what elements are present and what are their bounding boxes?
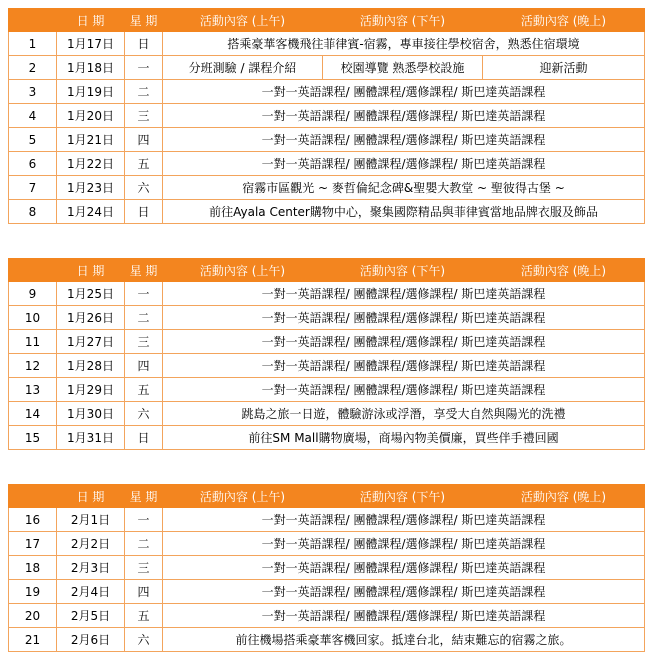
activity-cell: 跳島之旅一日遊，體驗游泳或浮潛，享受大自然與陽光的洗禮 bbox=[163, 402, 645, 426]
weekday-cell: 三 bbox=[125, 556, 163, 580]
morning-activity-cell: 分班測驗 / 課程介紹 bbox=[163, 56, 323, 80]
table-row bbox=[9, 282, 645, 306]
weekday-cell: 三 bbox=[125, 104, 163, 128]
row-number-cell: 2 bbox=[9, 56, 57, 80]
header-weekday: 星 期 bbox=[125, 259, 163, 282]
row-number-cell: 11 bbox=[9, 330, 57, 354]
row-number-cell: 13 bbox=[9, 378, 57, 402]
row-number-cell: 20 bbox=[9, 604, 57, 628]
header-afternoon: 活動內容 (下午) bbox=[323, 259, 483, 282]
header-evening: 活動內容 (晚上) bbox=[483, 259, 645, 282]
date-cell: 2月6日 bbox=[57, 628, 125, 652]
weekday-cell: 三 bbox=[125, 330, 163, 354]
table-row bbox=[9, 628, 645, 652]
table-row bbox=[9, 402, 645, 426]
date-cell: 1月22日 bbox=[57, 152, 125, 176]
header-row bbox=[9, 485, 645, 508]
date-cell: 1月18日 bbox=[57, 56, 125, 80]
date-cell: 2月1日 bbox=[57, 508, 125, 532]
weekday-cell: 一 bbox=[125, 56, 163, 80]
date-cell: 1月30日 bbox=[57, 402, 125, 426]
header-number bbox=[9, 485, 57, 508]
table-row bbox=[9, 556, 645, 580]
weekday-cell: 五 bbox=[125, 152, 163, 176]
header-evening: 活動內容 (晚上) bbox=[483, 9, 645, 32]
activity-cell: 一對一英語課程/ 團體課程/選修課程/ 斯巴達英語課程 bbox=[163, 104, 645, 128]
afternoon-activity-cell: 校園導覽 熟悉學校設施 bbox=[323, 56, 483, 80]
weekday-cell: 四 bbox=[125, 128, 163, 152]
table-row bbox=[9, 80, 645, 104]
weekday-cell: 五 bbox=[125, 378, 163, 402]
activity-cell: 宿霧市區觀光 ~ 麥哲倫紀念碑&聖嬰大教堂 ~ 聖彼得古堡 ~ bbox=[163, 176, 645, 200]
weekday-cell: 四 bbox=[125, 580, 163, 604]
activity-cell: 一對一英語課程/ 團體課程/選修課程/ 斯巴達英語課程 bbox=[163, 508, 645, 532]
weekday-cell: 二 bbox=[125, 306, 163, 330]
table-row bbox=[9, 176, 645, 200]
table-row bbox=[9, 604, 645, 628]
row-number-cell: 16 bbox=[9, 508, 57, 532]
row-number-cell: 1 bbox=[9, 32, 57, 56]
schedule-table-week-1 bbox=[8, 8, 645, 224]
row-number-cell: 12 bbox=[9, 354, 57, 378]
weekday-cell: 一 bbox=[125, 282, 163, 306]
header-evening: 活動內容 (晚上) bbox=[483, 485, 645, 508]
table-row bbox=[9, 330, 645, 354]
activity-cell: 一對一英語課程/ 團體課程/選修課程/ 斯巴達英語課程 bbox=[163, 282, 645, 306]
row-number-cell: 10 bbox=[9, 306, 57, 330]
table-row bbox=[9, 508, 645, 532]
activity-cell: 一對一英語課程/ 團體課程/選修課程/ 斯巴達英語課程 bbox=[163, 80, 645, 104]
row-number-cell: 14 bbox=[9, 402, 57, 426]
row-number-cell: 6 bbox=[9, 152, 57, 176]
weekday-cell: 六 bbox=[125, 176, 163, 200]
activity-cell: 一對一英語課程/ 團體課程/選修課程/ 斯巴達英語課程 bbox=[163, 604, 645, 628]
row-number-cell: 17 bbox=[9, 532, 57, 556]
weekday-cell: 五 bbox=[125, 604, 163, 628]
date-cell: 1月19日 bbox=[57, 80, 125, 104]
date-cell: 1月29日 bbox=[57, 378, 125, 402]
date-cell: 2月3日 bbox=[57, 556, 125, 580]
row-number-cell: 5 bbox=[9, 128, 57, 152]
schedule-table-week-2 bbox=[8, 258, 645, 450]
row-number-cell: 7 bbox=[9, 176, 57, 200]
table-row bbox=[9, 104, 645, 128]
evening-activity-cell: 迎新活動 bbox=[483, 56, 645, 80]
activity-cell: 一對一英語課程/ 團體課程/選修課程/ 斯巴達英語課程 bbox=[163, 580, 645, 604]
activity-cell: 搭乘豪華客機飛往菲律賓-宿霧，專車接往學校宿舍，熟悉住宿環境 bbox=[163, 32, 645, 56]
date-cell: 1月31日 bbox=[57, 426, 125, 450]
table-row bbox=[9, 200, 645, 224]
date-cell: 2月5日 bbox=[57, 604, 125, 628]
date-cell: 1月17日 bbox=[57, 32, 125, 56]
table-row bbox=[9, 426, 645, 450]
header-afternoon: 活動內容 (下午) bbox=[323, 485, 483, 508]
date-cell: 1月27日 bbox=[57, 330, 125, 354]
row-number-cell: 4 bbox=[9, 104, 57, 128]
weekday-cell: 六 bbox=[125, 628, 163, 652]
table-row bbox=[9, 128, 645, 152]
table-row bbox=[9, 152, 645, 176]
schedule-table-week-3 bbox=[8, 484, 645, 652]
header-number bbox=[9, 259, 57, 282]
weekday-cell: 日 bbox=[125, 200, 163, 224]
date-cell: 1月25日 bbox=[57, 282, 125, 306]
date-cell: 2月4日 bbox=[57, 580, 125, 604]
header-afternoon: 活動內容 (下午) bbox=[323, 9, 483, 32]
table-row bbox=[9, 580, 645, 604]
header-weekday: 星 期 bbox=[125, 9, 163, 32]
table-row bbox=[9, 32, 645, 56]
date-cell: 1月26日 bbox=[57, 306, 125, 330]
activity-cell: 前往機場搭乘豪華客機回家。抵達台北，結束難忘的宿霧之旅。 bbox=[163, 628, 645, 652]
activity-cell: 一對一英語課程/ 團體課程/選修課程/ 斯巴達英語課程 bbox=[163, 306, 645, 330]
date-cell: 2月2日 bbox=[57, 532, 125, 556]
table-row bbox=[9, 378, 645, 402]
row-number-cell: 8 bbox=[9, 200, 57, 224]
row-number-cell: 15 bbox=[9, 426, 57, 450]
row-number-cell: 19 bbox=[9, 580, 57, 604]
activity-cell: 一對一英語課程/ 團體課程/選修課程/ 斯巴達英語課程 bbox=[163, 152, 645, 176]
header-weekday: 星 期 bbox=[125, 485, 163, 508]
header-number bbox=[9, 9, 57, 32]
table-row bbox=[9, 532, 645, 556]
date-cell: 1月24日 bbox=[57, 200, 125, 224]
date-cell: 1月21日 bbox=[57, 128, 125, 152]
table-row bbox=[9, 56, 645, 80]
weekday-cell: 四 bbox=[125, 354, 163, 378]
weekday-cell: 二 bbox=[125, 532, 163, 556]
date-cell: 1月28日 bbox=[57, 354, 125, 378]
header-row bbox=[9, 9, 645, 32]
table-row bbox=[9, 354, 645, 378]
weekday-cell: 二 bbox=[125, 80, 163, 104]
weekday-cell: 一 bbox=[125, 508, 163, 532]
weekday-cell: 日 bbox=[125, 32, 163, 56]
header-date: 日 期 bbox=[57, 259, 125, 282]
header-morning: 活動內容 (上午) bbox=[163, 9, 323, 32]
header-date: 日 期 bbox=[57, 9, 125, 32]
header-row bbox=[9, 259, 645, 282]
date-cell: 1月23日 bbox=[57, 176, 125, 200]
row-number-cell: 9 bbox=[9, 282, 57, 306]
weekday-cell: 日 bbox=[125, 426, 163, 450]
row-number-cell: 18 bbox=[9, 556, 57, 580]
date-cell: 1月20日 bbox=[57, 104, 125, 128]
header-date: 日 期 bbox=[57, 485, 125, 508]
activity-cell: 一對一英語課程/ 團體課程/選修課程/ 斯巴達英語課程 bbox=[163, 556, 645, 580]
table-row bbox=[9, 306, 645, 330]
row-number-cell: 21 bbox=[9, 628, 57, 652]
weekday-cell: 六 bbox=[125, 402, 163, 426]
activity-cell: 一對一英語課程/ 團體課程/選修課程/ 斯巴達英語課程 bbox=[163, 128, 645, 152]
row-number-cell: 3 bbox=[9, 80, 57, 104]
header-morning: 活動內容 (上午) bbox=[163, 259, 323, 282]
header-morning: 活動內容 (上午) bbox=[163, 485, 323, 508]
activity-cell: 一對一英語課程/ 團體課程/選修課程/ 斯巴達英語課程 bbox=[163, 378, 645, 402]
activity-cell: 一對一英語課程/ 團體課程/選修課程/ 斯巴達英語課程 bbox=[163, 354, 645, 378]
activity-cell: 一對一英語課程/ 團體課程/選修課程/ 斯巴達英語課程 bbox=[163, 330, 645, 354]
activity-cell: 一對一英語課程/ 團體課程/選修課程/ 斯巴達英語課程 bbox=[163, 532, 645, 556]
activity-cell: 前往Ayala Center購物中心，聚集國際精品與菲律賓當地品牌衣服及飾品 bbox=[163, 200, 645, 224]
activity-cell: 前往SM Mall購物廣場，商場內物美價廉，買些伴手禮回國 bbox=[163, 426, 645, 450]
